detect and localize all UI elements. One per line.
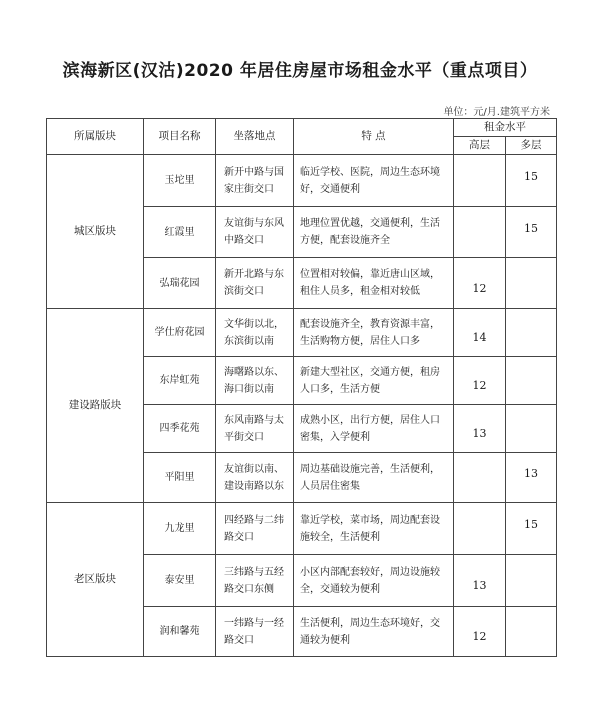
table-row [47, 309, 557, 357]
header-project: 项目名称 [144, 119, 216, 155]
project-location: 新开中路与国家庄街交口 [216, 155, 294, 207]
header-features: 特 点 [294, 119, 454, 155]
rent-multi-story [506, 258, 557, 309]
header-block: 所属版块 [47, 119, 144, 155]
rent-multi-story: 15 [506, 503, 557, 555]
unit-note: 单位：元/月.建筑平方米 [443, 107, 550, 118]
project-name: 玉坨里 [144, 155, 216, 207]
project-features: 生活便利，周边生态环境好，交通较为便利 [294, 607, 454, 657]
project-features: 位置相对较偏，靠近唐山区域，租住人员多，租金相对较低 [294, 258, 454, 309]
block-cell: 老区版块 [47, 503, 144, 657]
project-location: 友谊街以南、建设南路以东 [216, 453, 294, 503]
rent-table [46, 118, 557, 657]
rent-multi-story: 13 [506, 453, 557, 503]
project-name: 弘瑞花园 [144, 258, 216, 309]
rent-high-rise: 12 [454, 607, 506, 657]
project-features: 临近学校、医院，周边生态环境好，交通便利 [294, 155, 454, 207]
header-location: 坐落地点 [216, 119, 294, 155]
table-body [47, 155, 557, 657]
header-high-rise: 高层 [454, 137, 506, 155]
project-name: 泰安里 [144, 555, 216, 607]
project-features: 地理位置优越，交通便利，生活方便，配套设施齐全 [294, 207, 454, 258]
rent-high-rise [454, 155, 506, 207]
rent-multi-story [506, 555, 557, 607]
block-cell: 建设路版块 [47, 309, 144, 503]
rent-high-rise: 14 [454, 309, 506, 357]
project-location: 一纬路与一经路交口 [216, 607, 294, 657]
rent-multi-story [506, 607, 557, 657]
rent-high-rise [454, 207, 506, 258]
rent-multi-story [506, 309, 557, 357]
project-features: 周边基础设施完善，生活便利，人员居住密集 [294, 453, 454, 503]
project-name: 东岸虹苑 [144, 357, 216, 405]
table-row [47, 503, 557, 555]
rent-multi-story [506, 357, 557, 405]
project-name: 学仕府花园 [144, 309, 216, 357]
project-name: 四季花苑 [144, 405, 216, 453]
rent-multi-story: 15 [506, 155, 557, 207]
rent-high-rise: 13 [454, 405, 506, 453]
rent-high-rise: 12 [454, 357, 506, 405]
header-multi-story: 多层 [506, 137, 557, 155]
project-name: 红霞里 [144, 207, 216, 258]
project-features: 小区内部配套较好，周边设施较全，交通较为便利 [294, 555, 454, 607]
header-rent-level: 租金水平 [454, 119, 557, 137]
rent-high-rise [454, 503, 506, 555]
table-row [47, 155, 557, 207]
project-name: 九龙里 [144, 503, 216, 555]
project-location: 新开北路与东滨街交口 [216, 258, 294, 309]
rent-multi-story [506, 405, 557, 453]
rent-high-rise [454, 453, 506, 503]
project-location: 文华街以北，东滨街以南 [216, 309, 294, 357]
block-cell: 城区版块 [47, 155, 144, 309]
page-title: 滨海新区(汉沽)2020 年居住房屋市场租金水平（重点项目） [62, 61, 538, 81]
project-location: 四经路与二纬路交口 [216, 503, 294, 555]
project-location: 海曙路以东、海口街以南 [216, 357, 294, 405]
project-name: 润和馨苑 [144, 607, 216, 657]
project-location: 东风南路与太平街交口 [216, 405, 294, 453]
project-location: 友谊街与东风中路交口 [216, 207, 294, 258]
rent-high-rise: 12 [454, 258, 506, 309]
project-location: 三纬路与五经路交口东侧 [216, 555, 294, 607]
project-features: 成熟小区，出行方便，居住人口密集，入学便利 [294, 405, 454, 453]
project-features: 新建大型社区，交通方便，租房人口多，生活方便 [294, 357, 454, 405]
project-name: 平阳里 [144, 453, 216, 503]
project-features: 靠近学校，菜市场，周边配套设施较全，生活便利 [294, 503, 454, 555]
rent-high-rise: 13 [454, 555, 506, 607]
rent-multi-story: 15 [506, 207, 557, 258]
project-features: 配套设施齐全，教育资源丰富，生活购物方便，居住人口多 [294, 309, 454, 357]
